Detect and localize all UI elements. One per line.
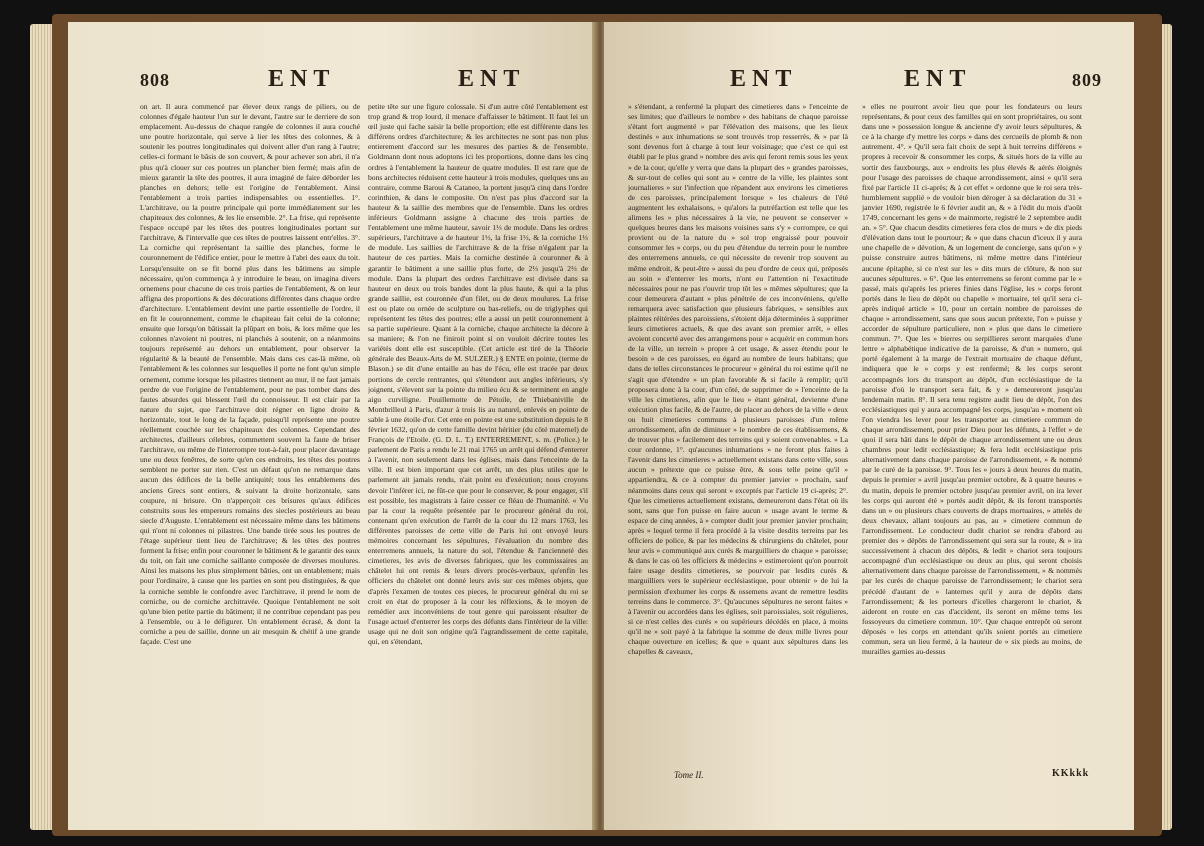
running-head: ENT (458, 66, 526, 92)
column-text: » s'étendant, a renfermé la plupart des cimetieres dans » l'enceinte de ses limites; que d'ailleurs le nombre » des habitans de chaque paroisse s'étant fort augmenté » par l'élévation des maisons, que les lieux destinés » aux inhumations se sont trouvés trop resserrés, & » par là sont devenus fort à charge à tout leur voisinage; que c'est ce qui est établi par le plus grand » nombre des avis qui feront remis sous les yeux » de la cour, qu'elle y verra que dans la plupart des » grandes paroisses, & sur-tout de celles qui sont au » centre de la ville, les plaintes sont journalieres » sur l'infection que répandent aux environs les cimetieres de ces paroisses, principalement lorsque » les chaleurs de l'été augmentent les exhalaisons, » qu'alors la putréfaction est telle que les alimens les » plus nécessaires à la vie, ne peuvent se conserver » quelques heures dans les maisons voisines sans s'y » corrompre, ce qui provient ou de la nature du » sol trop engraissé pour pouvoir consommer les » corps, ou du peu d'étendue du terrein pour le nombre des enterremens annuels, ce qui nécessite de revenir trop souvent au même endroit, & peut-être » aussi du peu d'ordre de ceux qui, préposés au soin » d'enterrer les morts, n'ont eu l'attention ni l'exactitude nécessaires pour ne pas r'ouvrir trop tôt les » mêmes sépultures; que la cour demeurera d'autant » plus pénétrée de ces inconvéniens, qu'elle remarquera avec satisfaction que plusieurs fabriques, » sensibles aux plaintes réitérées des paroissiens, s'étoient déja déterminées à supprimer leurs cimetieres actuels, & que des avant son premier arrêt, » elles avoient concerté avec des arrangemens pour » acquérir en commun hors de la ville, un terrein » propre à cet usage, & assez étendu pour le besoin » de ces paroisses, eu égard au nombre de leurs habitans; que dans de telles circonstances le procureur » général du roi estime qu'il ne s'agit que d'étendre » un plan favorable & si facile à remplir; qu'il proposera donc à la cour, d'un côté, de supprimer de » l'enceinte de la ville les cimetieres, afin que le lieu » étant général, devienne d'une exécution plus facile, & de l'autre, de placer au dehors de la ville » deux ou huit cimetieres communs à plusieurs paroisses d'un même arrondissement, afin de diminuer » le nombre de ces établissemens, & de trouver plus » facilement des terreins qui y soient convenables. » La cour ordonne, 1°. qu'aucunes inhumations » ne feront plus faites à l'avenir dans les cimetieres » actuellement existans dans cette ville, sous aucun » prétexte que ce puisse être, & sous telle peine qu'il » appartiendra, & ce à compter du premier janvier » prochain, sauf néanmoins dans ceux qui seront » exceptés par l'article 19 ci-après; 2°. Que les cimetieres actuellement existans, demeureront dans l'état où ils sont, sans que l'on puisse en faire aucun » usage avant le terme & espace de cinq années, à » compter dudit jour premier janvier prochain; après » lequel terme il fera procédé à la visite desdits terreins par les officiers de police, & par les médecins & chirurgiens du châtelet, pour leur avis » communiqué aux curés & marguilliers de chaque » paroisse; & dans le cas où les officiers & médecins » estimeroient qu'on pourroit faire usage desdits cimetieres, se pourvoir par lesdits curés & marguilliers vers le supérieur ecclésiastique, pour obtenir » de lui la permission d'exhumer les corps & ossemens avant de remettre lesdits terreins dans le commerce. 3°. Qu'aucunes sépultures ne seront faites » à l'avenir ou accordées dans les églises, soit paroissiales, soit régulieres, si ce n'est celles des curés » ou supérieurs décédés en place, à moins qu'il ne » soit payé à la fabrique la somme de deux mille livres pour chaque ouverture en icelles; & que » quant aux sépultures dans les chapelles & caveaux, (628, 102, 848, 657)
signature-mark: KKkkk (1052, 768, 1090, 779)
column-text: on art. Il aura commencé par élever deux rangs de piliers, ou de colonnes d'égale hauteur l'un sur le devant, l'autre sur le derriere de son emplacement. Au-dessus de chaque rangée de colonnes il aura couché une poutre horizontale, qui serve à lier les têtes des colonnes, & à soutenir les poutres longitudinales qui doivent aller d'un rang à l'autre; celles-ci formant le bâsis de son couvert, & pour achever son abri, il n'a plus qu'à clouer sur ces poutres un plancher bien fermé; mais afin de mieux garantir la tête des poutres, il aura imaginé de faire déborder les planches en dehors; telle est l'origine de l'entablement. Ainsi l'entablement a trois parties indispensables ou essentielles. 1°. L'architrave, ou la poutre principale qui porte immédiatement sur les chapiteaux des colonnes, & les lie ensemble. 2°. La frise, qui représente l'espace occupé par les têtes des poutres longitudinales portant sur l'architrave, & l'intervalle que ces têtes de poutres laissent entr'elles. 3°. La corniche qui représentant la saillie des planches, forme le couronnement de l'édifice entier, pour le mettre à l'abri des eaux du toit. Lorsqu'ensuite on se fit borné plus dans les bâtimens au simple nécessaire, qu'on commença à y introduire le beau, on imagina divers ornemens pour chacune de ces trois parties de l'entablement, & on leur affigna des proportions & des décorations différentes dans chaque ordre d'architecture. L'entablement devint une partie essentielle de l'ordre, il en fit le couronnement, comme le chapiteau fait celui de la colonne; ensuite que lorsqu'on bâtissait la plûpart en bois, & lors même que les colonnes n'avoient ni poutres, ni planchés à soutenir, on a néanmoins toujours représenté au dehors un entablement, pour observer la régularité & la beauté de l'ensemble. Mais dans ces cas-là même, où l'entablement & les colonnes sur lesquelles il porte ne font qu'un simple ornement, comme lorsque les pilastres tiennent au mur, il ne faut jamais perdre de vue l'origine de l'entablement, pour ne pas tomber dans des fautes absurdes qui blessent l'œil du connoisseur. Il est clair par la nature du sujet, que l'architrave doit régner en ligne droite & horizontale, tout le long de la façade, puisqu'il représente une poutre réellement couchée sur les chapiteaux des colonnes. Cependant des architectes, d'ailleurs célebres, commettent souvent la faute de briser l'architrave, ou même de l'interrompre tout-à-fait, pour placer davantage une ou deux fenêtres, de sorte qu'en ces endroits, les têtes des poutres semblent ne porter sur rien. C'est un défaut qu'on ne remarque dans aucun des édifices de la belle antiquité; tous les entablemens des anciens Grecs sont entiers, & suivant la droite horizontale, sans coupure, ni brisure. On n'apperçoit ces brisures qu'aux édifices construits sous les empereurs romains des siecles postérieurs au beau siecle d'Auguste. L'entablement est nécessaire même dans les bâtimens qui n'ont ni colonnes ni pilastres. Une bande tirée sous les poutres de l'étage supérieur tient lieu de l'architrave; & les têtes des poutres forment la frise; enfin pour couronner le bâtiment & le garantir des eaux du toit, on fait une corniche saillante composée de diverses moulures. Ainsi les maisons les plus simplement bâties, ont un entablement; mais pour l'ordinaire, à cause que les parties en sont peu distinguées, & que la corniche semble le confondre avec l'architrave, il prend le nom de corniche, ou de corniche architravée. Quoique l'entablement ne soit qu'une bien petite partie du bâtiment; il ne contribue cependant pas peu à l'ensemble, ou à le défigurer. Un entablement écrasé, & dont la corniche a peu de saillie, donne un air mesquin & chétif à une grande façade. C'est une (140, 102, 360, 646)
left-page (68, 22, 596, 830)
running-head: ENT (904, 66, 972, 92)
column-text: » elles ne pourront avoir lieu que pour les fondateurs ou leurs représentans, & pour ceux des familles qui en sont propriétaires, ou sont dans une » possession longue & ancienne d'y avoir leurs sépultures, & ce à la charge d'y mettre les corps » dans des cercueils de plomb & non autrement. 4°. » Qu'il sera fait choix de sept à huit terreins différens » propres à recevoir & consommer les corps, & situés hors de la ville au sortir des fauxbourgs, aux » endroits les plus élevés & aérés éloignés pour l'usage des paroisses de chaque arrondissement, ainsi » qu'il sera fixé par l'article 11 ci-après; & à cet effet » ordonne que le roi sera très-humblement supplié » de vouloir bien déroger à sa déclaration du 31 » janvier 1690, registrée le 6 février audit an, & » à l'édit du mois d'août 1749, concernant les gens » de mainmorte, registré le 2 septembre audit an. » 5°. Que chacun desdits cimetieres fera clos de murs » de dix pieds d'élévation dans tout le pourtour; & » que dans chacun d'iceux il y aura une chapelle de » dévotion, & un logement de concierge, sans qu'on » y puisse construire autres bâtimens, ni même mettre dans l'intérieur aucune épitaphe, si ce n'est sur les » dits murs de clôture, & non sur aucunes sépultures. » 6°. Que les enterremens se feront comme par le » passé, mais qu'après les prieres finies dans l'église, les » corps feront portés dans le lieu de dépôt ou chapelle » mortuaire, tel qu'il sera ci-après indiqué article » 10, pour un certain nombre de paroisses de chaque » arrondissement, sans que sous aucun prétexte, l'on » puisse y accorder de sépulture particuliere, non » plus que dans le cimetiere commun. 7°. Que les » bierres ou serpillieres seront marquées d'une lettre » alphabétique indicative de la paroisse, & d'un » numero, qui porté également à la marge de l'extrait mortuaire de chaque défunt, indiquera que le » corps y est renfermé; & les corps seront accompagnés lors du transport au dépôt, d'un ecclésiastique de la paroisse d'où le transport sera fait, & y » demeureront jusqu'au lendemain matin. 8°. Il sera tenu registre audit lieu de dépôt, l'on des ecclésiastiques qui y aura accompagné les corps, jusqu'au » moment où l'on viendra les lever pour les transporter au cimetiere commun de chaque arrondissement, pour prier Dieu pour les défunts, à l'effet » de quoi il sera bâti dans le dépôt de chaque arrondissement une ou deux chambres pour ledit ecclésiastique; & fera ledit ecclésiastique pris alternativement dans chaque paroisse de l'arrondissement, » & nommé par le curé de la paroisse. 9°. Tous les » jours à deux heures du matin, depuis le premier » avril jusqu'au premier octobre, & à quatre heures » du matin, depuis le premier octobre jusqu'au premier avril, on ira lever les corps qui auront été » portés audit dépôt, & ils feront transportés dans un » ou plusieurs chars couverts de draps mortuaires, » attelés de deux chevaux, allant toujours au pas, au » cimetiere commun de l'arrondissement. Le conducteur dudit chariot se rendra d'abord au premier des » dépôts de l'arrondissement qui sera sur la route, & » ira successivement à chacun des dépôts, & ledit » chariot sera toujours accompagné d'un ecclésiastique ou deux au plus, qui seront choisis alternativement dans chaque paroisse de l'arrondissement, » & nommés par les curés de chaque paroisse de l'arrondissement; le chariot sera précédé d'autant de » lanternes qu'il y aura de dépôts dans l'arrondissement; & les porteurs d'icelles chargeront le chariot, & aideront en route en cas d'accident, ils seront en même tems les fossoyeurs du cimetiere commun. 10°. Que chaque entrepôt où seront déposés » les corps en attendant qu'ils soient portés au cimetiere commun, sera un lieu fermé, à la hauteur de » six pieds au moins, de murailles garnies au-dessus (862, 102, 1082, 657)
running-head: ENT (730, 66, 798, 92)
column-text: petite tête sur une figure colossale. Si d'un autre côté l'entablement est trop grand & trop lourd, il menace d'affaisser le bâtiment. Il faut lei un œil juste qui fache saisir la belle proportion; elle est différente dans les différens ordres d'architecture; & les architectes ne sont pas non plus entierement d'accord sur les mesures des parties & de l'ensemble. Goldmann dont nous adoptons ici les proportions, donne dans les cinq ordres à l'entablement la hauteur de quatre modules. Il est rare que de bons architectes réduisent cette hauteur à trois modules, quelques uns au contraire, comme Baroui & Cataneo, la portent jusqu'à cinq dans l'ordre corinthien, & dans le composite. On n'est pas plus d'accord sur la hauteur & la saillie des membres que de l'ensemble. Dans les ordres inférieurs Goldmann assigne à chacune des trois parties de l'entablement une même hauteur, savoir 1⅓ de module. Dans les ordres supérieurs, l'architrave a de hauteur 1⅓, la frise 1⅓, & la corniche 1⅓ de module. Les saillies de l'architrave & de la frise n'égalent par la hauteur de ces parties. Mais la corniche destinée à couronner & à garantir le bâtiment a une saillie plus forte, de 2⅓ jusqu'à 2⅔ de module. Dans la plupart des ordres l'architrave est divisée dans sa hauteur en deux ou trois bandes dont la plus haute, & qui a la plus grande saillie, est couronnée d'un filet, ou de deux moulures. La frise est ou plate ou ornée de sculpture ou bas-reliefs, ou de triglyphes qui représentent les têtes des poutres; elle a aussi un petit couronnement à sa partie supérieure. Quant à la corniche, chaque architecte la décore à sa maniere; & l'on ne finiroit point si on vouloit décrire toutes les variétés dont elle est susceptible. (Cet article est tiré de la Théorie générale des Beaux-Arts de M. SULZER.) § ENTE en pointe, (terme de Blason.) se dit d'une entaille au bas de l'écu, elle est tracée par deux portions de cercle rentrantes, qui s'étendent aux angles inférieurs, s'y joignent, s'élevent sur la pointe du milieu écu & se terminent en angle aigu curviligne. Pouillemotte de Pétoile, de Thiebaniville de Montbrilleul à Paris, d'azur à trois lis au naturel, enlevés en pointe de sable à une étoile d'or. Cet ente en pointe est une substitution depuis le 8 février 1632, qu'on de cette famille devint héritier (du côté maternel) de François de l'Etoile. (G. D. L. T.) ENTERREMENT, s. m. (Police.) le parlement de Paris a rendu le 21 mai 1765 un arrêt qui défend d'enterrer à l'avenir, non seulement dans les églises, mais dans l'enceinte de la ville. Il est bien important que cet arrêt, un des plus utiles que le parlement ait jamais rendu, n'ait point eu d'exécution; nous croyons devoir l'inférer ici, ne fût-ce que pour le conserver, & pour engager, s'il est possible, les magistrats à faire cesser ce fléau de l'humanité. « Vu par la cour la requête présentée par le procureur général du roi, contenant qu'en exécution de l'arrêt de la cour du 12 mars 1763, les différentes paroisses de cette ville de Paris lui ont envoyé leurs mémoires concernant les sépultures, l'évaluation du nombre des enterremens annuels, la nature du sol, l'étendue & l'ancienneté des cimetieres, les avis de diverses fabriques, que les commissaires au châtelet lui ont remis & leurs divers procès-verbaux, qu'enfin les officiers du châtelet ont donné leurs avis sur ces mêmes objets, que d'après l'examen de toutes ces pieces, le procureur général du roi se croit en état de proposer à la cour les réflexions, & le moyen de remédier aux inconvéniens de tout genre qui paroissent résulter de l'usage actuel d'enterrer les corps des défunts dans l'intérieur de la ville: usage qui ne doit son origine qu'à l'agrandissement de cette capitale, qui, en s'étendant, (368, 102, 588, 646)
right-page-header (604, 66, 1134, 96)
text-column-right (862, 102, 1082, 762)
text-column-right (368, 102, 588, 762)
page-number: 809 (1072, 70, 1102, 90)
text-column-left (628, 102, 848, 762)
page-number: 808 (140, 70, 170, 90)
right-page (604, 22, 1134, 830)
volume-footer: Tome II. (674, 770, 704, 780)
running-head: ENT (268, 66, 336, 92)
left-page-header (68, 66, 596, 96)
text-column-left (140, 102, 360, 762)
